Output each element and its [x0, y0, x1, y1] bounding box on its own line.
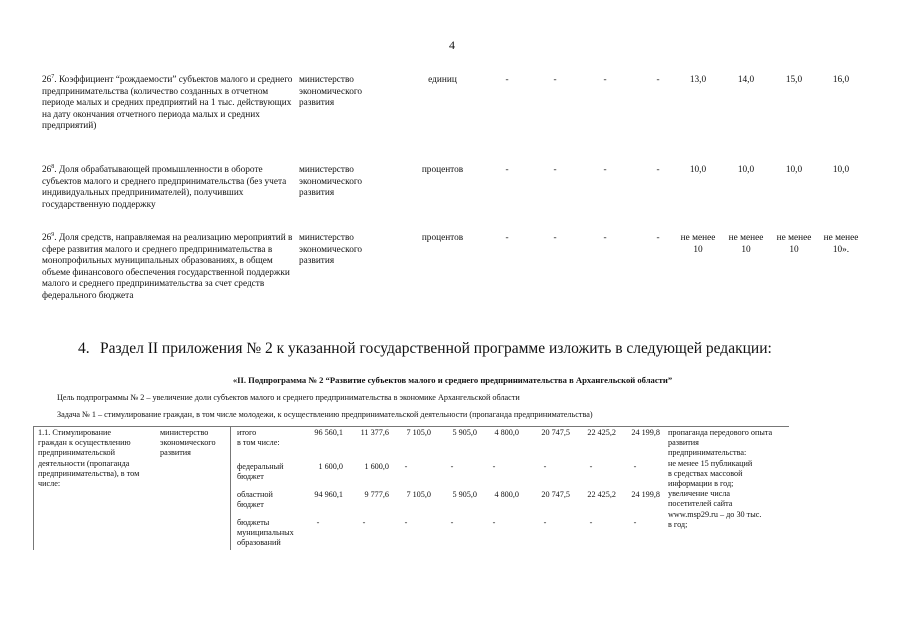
value-placeholder-dash: -: [553, 75, 557, 85]
funding-amount: -: [492, 518, 496, 527]
funding-source: бюджет: [237, 500, 264, 510]
indicator-target-value: не менее: [823, 233, 859, 243]
expected-result: развития: [668, 438, 699, 448]
value-placeholder-dash: -: [656, 75, 660, 85]
funding-source: в том числе:: [237, 438, 280, 448]
indicator-target-value: 10».: [832, 244, 850, 255]
indicator-name: [42, 75, 294, 133]
subprogram-task: Задача № 1 – стимулирование граждан, в том числе молодежи, к осуществлению предпринимательской деятельности (пропаганда предпринимательства): [57, 410, 593, 419]
responsible-ministry: министерство экономического развития: [299, 165, 363, 199]
value-placeholder-dash: -: [505, 75, 509, 85]
funding-amount: 94 960,1: [314, 490, 343, 499]
value-placeholder-dash: -: [553, 165, 557, 175]
expected-result: посетителей сайта: [668, 499, 733, 509]
responsible-ministry: министерство экономического развития: [299, 75, 363, 109]
funding-amount: 9 777,6: [364, 490, 389, 499]
indicator-target-value: 10: [789, 244, 799, 255]
funding-amount: -: [362, 518, 366, 527]
value-placeholder-dash: -: [553, 233, 557, 243]
value-placeholder-dash: -: [505, 233, 509, 243]
funding-amount: 20 747,5: [541, 428, 570, 437]
funding-source: муниципальных: [237, 528, 294, 538]
section-heading-text: Раздел II приложения № 2 к указанной государственной программе изложить в следующей редакции:: [100, 340, 772, 357]
section-number: 4.: [78, 340, 90, 357]
indicator-target-value: 13,0: [689, 75, 707, 85]
unit-of-measure: процентов: [421, 233, 464, 243]
funding-amount: -: [404, 462, 408, 471]
expected-result: информации в год;: [668, 479, 734, 488]
funding-amount: 24 199,8: [631, 428, 660, 437]
expected-result: увеличение числа: [668, 489, 731, 499]
indicator-number: 26: [42, 165, 52, 175]
funding-amount: 24 199,8: [631, 490, 660, 499]
indicator-target-value: 10,0: [689, 165, 707, 175]
funding-amount: -: [450, 462, 454, 471]
activity-name: деятельности (пропаганда: [38, 458, 130, 468]
funding-amount: -: [589, 462, 593, 471]
expected-result: пропаганда передового опыта: [668, 428, 773, 437]
funding-amount: 22 425,2: [587, 490, 616, 499]
funding-amount: 4 800,0: [494, 490, 519, 499]
unit-of-measure: процентов: [421, 165, 464, 175]
funding-amount: 5 905,0: [452, 490, 477, 499]
table-left-border: [33, 426, 34, 550]
funding-amount: 22 425,2: [587, 428, 616, 437]
indicator-target-value: 10,0: [832, 165, 850, 175]
table-top-border: [33, 426, 789, 427]
activity-name: предпринимательской: [38, 448, 116, 458]
expected-result: в средствах массовой: [668, 468, 743, 478]
indicator-text: . Коэффициент “рождаемости” субъектов малого и среднего предпринимательства (количество созданных в отчетном периоде малых и средних предприятий на 1 тыс. действующих на дату окончания отчетного периода малых и средних предприятий): [42, 75, 293, 132]
funding-amount: -: [633, 462, 637, 471]
subprogram-title: «II. Подпрограмма № 2 “Развитие субъектов малого и среднего предпринимательства в Архангельской области”: [232, 375, 673, 385]
funding-amount: -: [589, 518, 593, 527]
funding-amount: 7 105,0: [406, 428, 431, 437]
funding-amount: 96 560,1: [314, 428, 343, 437]
value-placeholder-dash: -: [656, 165, 660, 175]
funding-amount: -: [543, 518, 547, 527]
value-placeholder-dash: -: [603, 165, 607, 175]
expected-result: www.msp29.ru – до 30 тыс.: [668, 509, 762, 519]
funding-source: образований: [237, 538, 281, 548]
funding-source: бюджеты: [237, 518, 270, 527]
page-number: 4: [449, 38, 455, 52]
activity-name: 1.1. Стимулирование: [38, 428, 111, 437]
expected-result: не менее 15 публикаций: [668, 458, 753, 468]
funding-amount: 1 600,0: [364, 462, 389, 471]
value-placeholder-dash: -: [603, 75, 607, 85]
funding-amount: 4 800,0: [494, 428, 519, 437]
value-placeholder-dash: -: [505, 165, 509, 175]
activity-name: числе:: [38, 479, 61, 488]
indicator-target-value: не менее: [776, 233, 812, 243]
funding-amount: 20 747,5: [541, 490, 570, 499]
responsible-ministry: министерство экономического развития: [299, 233, 363, 267]
indicator-number-superscript: 7: [51, 73, 55, 80]
indicator-number-superscript: 8: [51, 163, 55, 170]
indicator-number-superscript: 9: [51, 231, 55, 238]
indicator-target-value: 10,0: [785, 165, 803, 175]
indicator-target-value: 10,0: [737, 165, 755, 175]
value-placeholder-dash: -: [603, 233, 607, 243]
unit-of-measure: единиц: [428, 75, 457, 85]
indicator-name: [42, 165, 294, 211]
funding-amount: -: [492, 462, 496, 471]
expected-result: предпринимательства:: [668, 448, 747, 458]
indicator-text: . Доля обрабатывающей промышленности в обороте субъектов малого и среднего предпринимательства (без учета индивидуальных предпринимателей), получивших государственную поддержку: [42, 165, 287, 210]
funding-amount: 1 600,0: [318, 462, 343, 471]
funding-amount: -: [316, 518, 320, 527]
funding-amount: -: [543, 462, 547, 471]
funding-source: областной: [237, 490, 273, 499]
indicator-target-value: 15,0: [785, 75, 803, 85]
activity-name: граждан к осуществлению: [38, 438, 131, 448]
indicator-target-value: не менее: [680, 233, 716, 243]
funding-source: итого: [237, 428, 257, 437]
value-placeholder-dash: -: [656, 233, 660, 243]
activity-executor: развития: [160, 448, 191, 458]
indicator-name: [42, 233, 294, 303]
funding-amount: 5 905,0: [452, 428, 477, 437]
subprogram-goal: Цель подпрограммы № 2 – увеличение доли субъектов малого и среднего предпринимательства в экономике Архангельской области: [57, 393, 520, 402]
indicator-target-value: не менее: [728, 233, 764, 243]
expected-result: в год;: [668, 519, 688, 529]
indicator-target-value: 10: [693, 244, 703, 255]
funding-source: федеральный: [237, 462, 284, 471]
funding-amount: 11 377,6: [360, 428, 389, 437]
indicator-target-value: 16,0: [832, 75, 850, 85]
funding-amount: -: [450, 518, 454, 527]
indicator-number: 26: [42, 75, 52, 85]
funding-amount: 7 105,0: [406, 490, 431, 499]
indicator-number: 26: [42, 233, 52, 243]
indicator-text: . Доля средств, направляемая на реализацию мероприятий в сфере развития малого и среднего предпринимательства в монопрофильных муниципальных образованиях, в общем объеме финансового обеспечения государственной поддержки малого и среднего предпринимательства за счет средств федерального бюджета: [42, 233, 293, 301]
activity-executor: экономического: [160, 438, 216, 448]
indicator-target-value: 14,0: [737, 75, 755, 85]
indicator-target-value: 10: [741, 244, 751, 255]
funding-source: бюджет: [237, 472, 264, 482]
activity-executor: министерство: [160, 428, 209, 437]
section-heading: [78, 340, 772, 358]
table-column-divider: [230, 426, 231, 550]
funding-amount: -: [633, 518, 637, 527]
funding-amount: -: [404, 518, 408, 527]
activity-name: предпринимательства), в том: [38, 468, 140, 478]
